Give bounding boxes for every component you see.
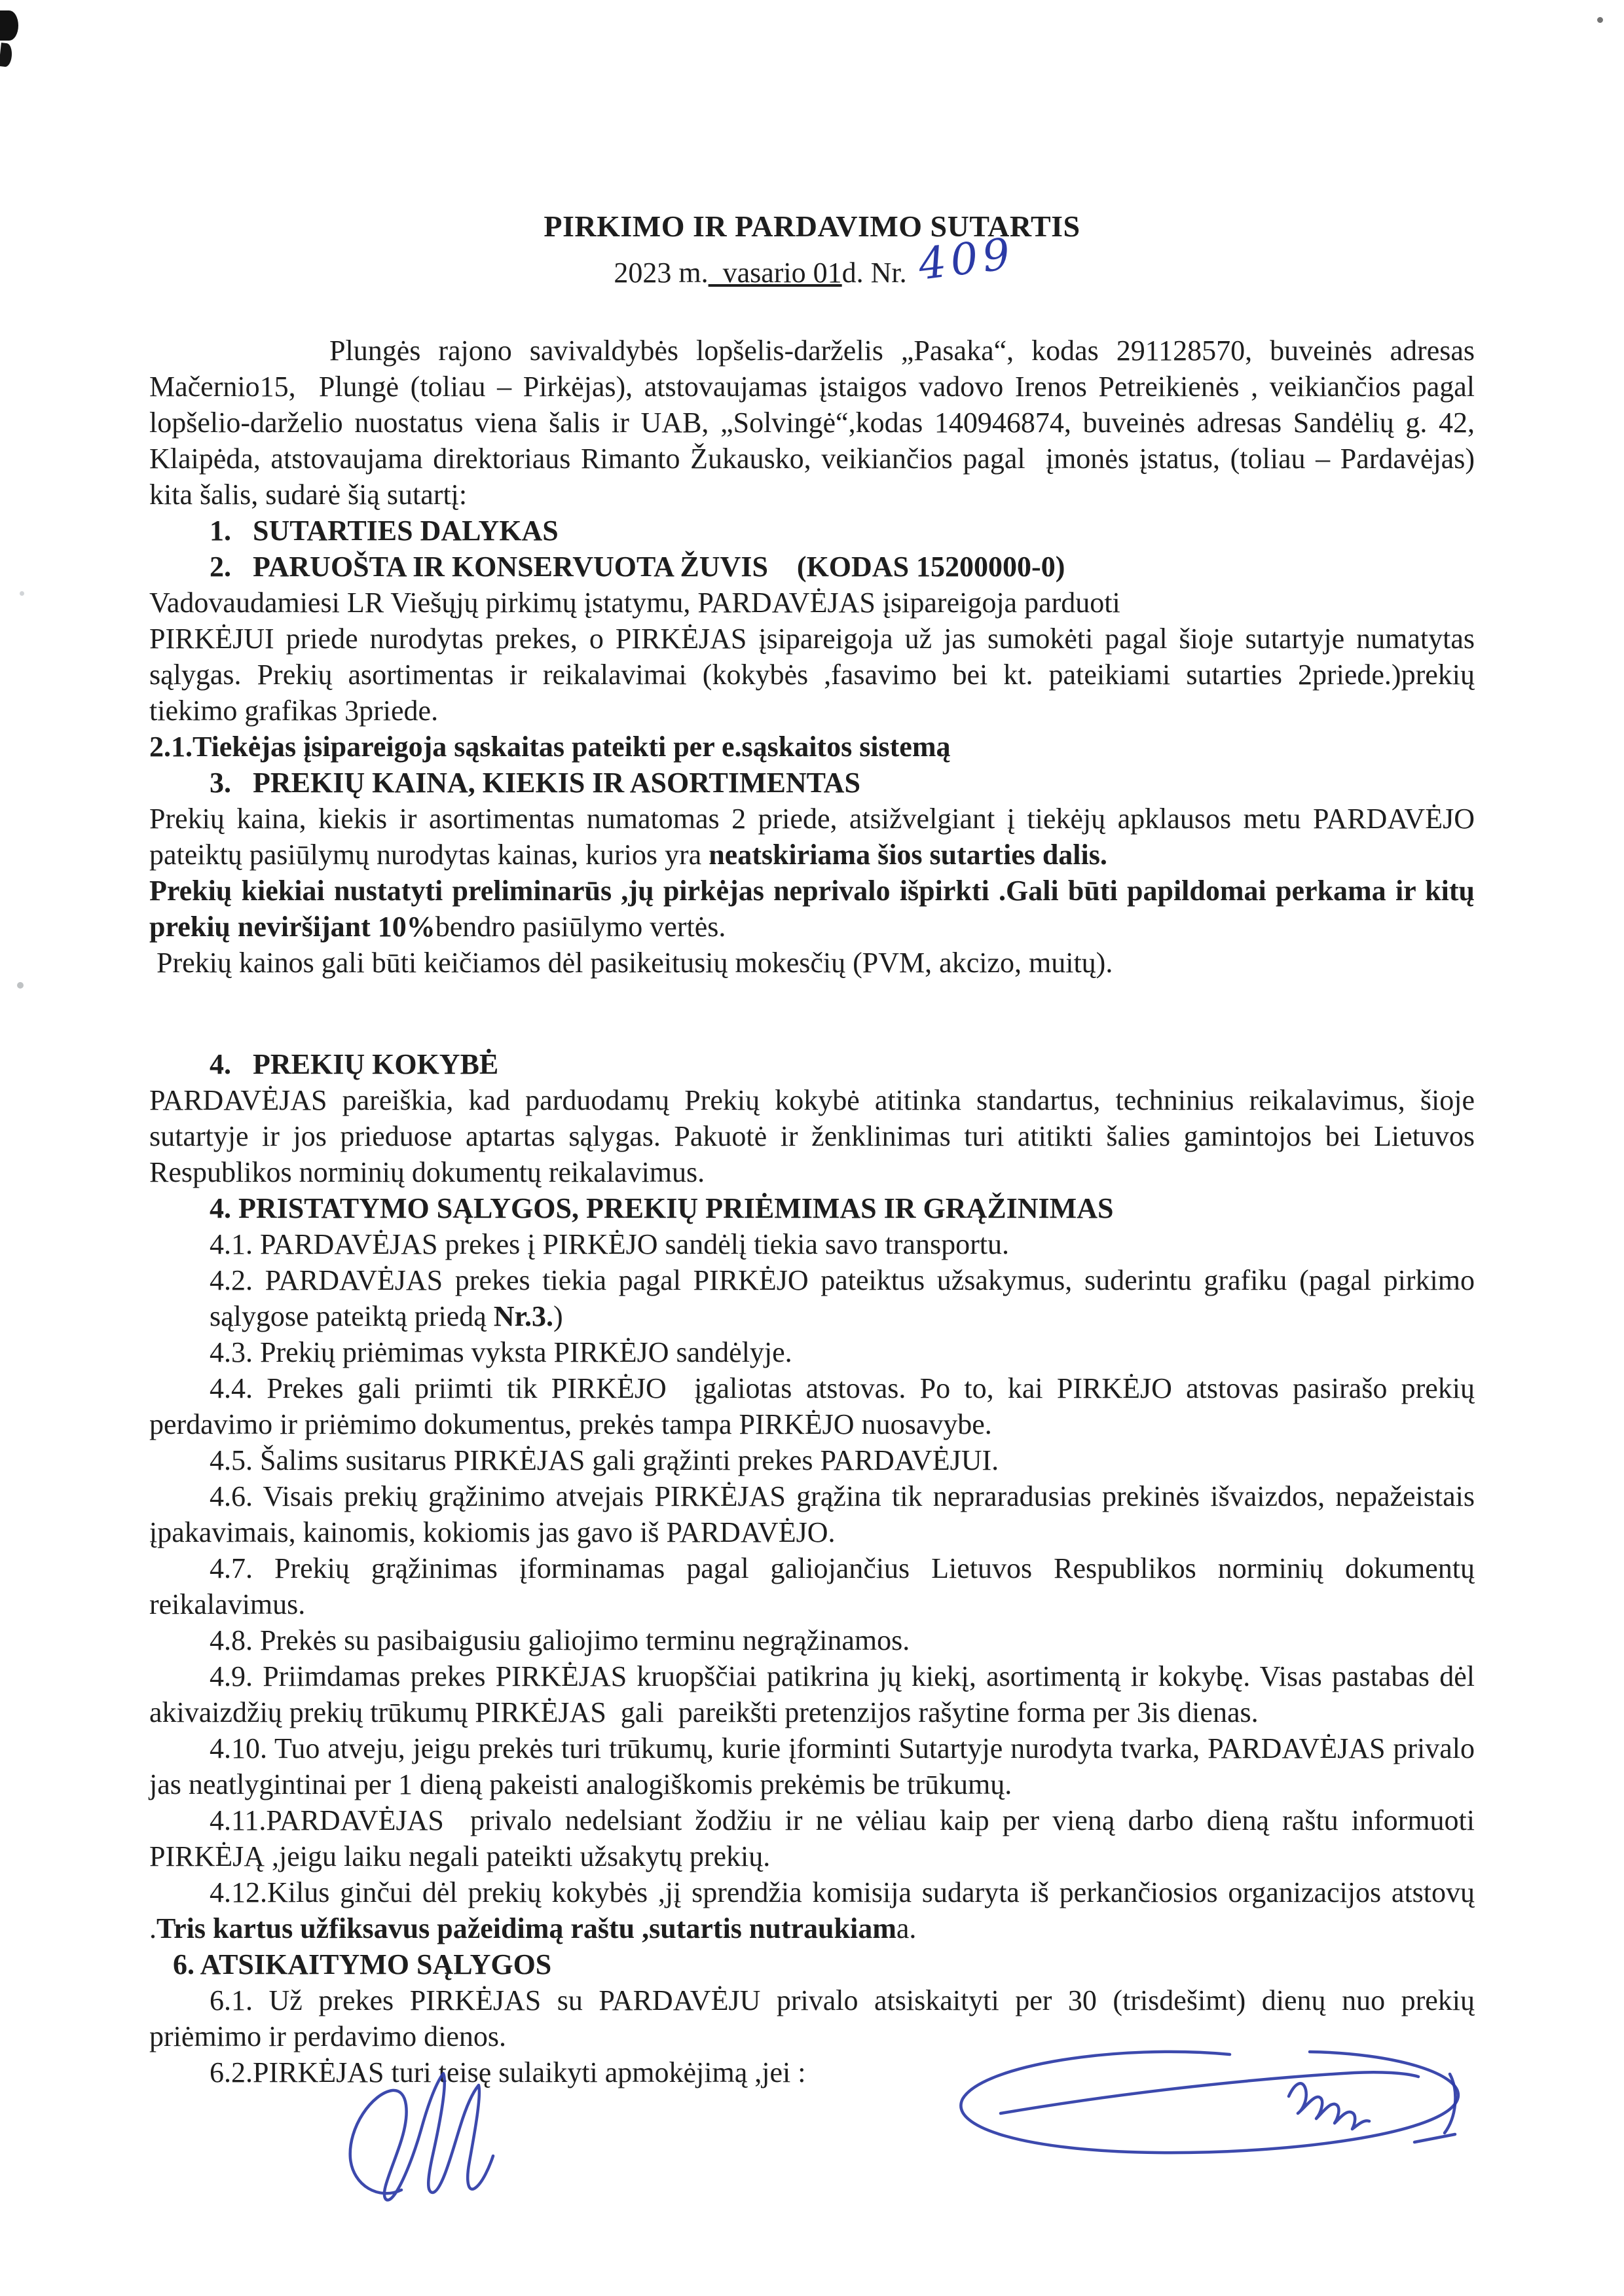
text-segment: Prekių kiekiai nustatyti preliminarūs ,jų pirkėjas neprivalo išpirkti .Gali būti papildomai perkama ir kitų prekių neviršijant 10%: [149, 875, 1475, 943]
clause-4-10: [149, 1730, 1475, 1802]
text-segment: 3. PREKIŲ KAINA, KIEKIS IR ASORTIMENTAS: [210, 767, 860, 799]
paragraph: [149, 1082, 1475, 1190]
clause-4-5: [149, 1442, 1475, 1478]
text-segment: Plungės rajono savivaldybės lopšelis-darželis „Pasaka“, kodas 291128570, buveinės adresas Mačernio15, Plungė (toliau – Pirkėjas), atstovaujamas įstaigos vadovo Irenos Petreikienės , veikiančios pagal lopšelio-darželio nuostatus viena šalis ir UAB, „Solvingė“,kodas 140946874, buveinės adresas Sandėlių g. 42, Klaipėda, atstovaujama direktoriaus Rimanto Žukausko, veikiančios pagal įmonės įstatus, (toliau – Pardavėjas) kita šalis, sudarė šią sutartį:: [149, 335, 1475, 511]
text-segment: neatskiriama šios sutarties dalis.: [709, 839, 1107, 871]
text-segment: 6.1. Už prekes PIRKĖJAS su PARDAVĖJU privalo atsiskaityti per 30 (trisdešimt) dienų nuo prekių priėmimo ir perdavimo dienos.: [149, 1984, 1475, 2052]
text-segment: 4.12.Kilus ginčui dėl prekių kokybės ,jį sprendžia komisija sudaryta iš perkančiosios organizacijos atstovų .: [149, 1876, 1475, 1944]
text-segment: bendro pasiūlymo vertės.: [435, 911, 726, 943]
text-segment: a.: [896, 1912, 917, 1944]
text-segment: 4.6. Visais prekių grąžinimo atvejais PIRKĖJAS grąžina tik nepraradusias prekinės išvaizdos, nepažeistais įpakavimais, kainomis, kokiomis jas gavo iš PARDAVĖJO.: [149, 1480, 1475, 1548]
intro-paragraph: [149, 333, 1475, 513]
text-segment: 4.3. Prekių priėmimas vyksta PIRKĖJO sandėlyje.: [210, 1336, 792, 1368]
text-segment: 4.1. PARDAVĖJAS prekes į PIRKĖJO sandėlį tiekia savo transportu.: [210, 1228, 1009, 1260]
text-segment: 2. PARUOŠTA IR KONSERVUOTA ŽUVIS (KODAS 15200000-0): [210, 551, 1065, 583]
scan-dot-artifact: [17, 982, 24, 989]
date-line: [149, 228, 1475, 291]
text-segment: ): [553, 1300, 563, 1332]
text-segment: 6. ATSIKAITYMO SĄLYGOS: [173, 1948, 552, 1980]
text-segment: 4. PREKIŲ KOKYBĖ: [210, 1048, 499, 1080]
date-underlined-part: vasario 01: [708, 257, 842, 289]
text-segment: 4.10. Tuo atveju, jeigu prekės turi trūkumų, kurie įforminti Sutartyje nurodyta tvarka, PARDAVĖJAS privalo jas neatlygintinai per 1 dieną pakeisti analogiškomis prekėmis be trūkumų.: [149, 1732, 1475, 1800]
date-suffix: d. Nr.: [841, 257, 914, 289]
section-heading-6: [173, 1946, 1475, 1982]
clause-4-2: [210, 1262, 1475, 1334]
clause-4-6: [149, 1478, 1475, 1550]
scan-smudge-artifact: [0, 43, 13, 67]
clause-4-8: [149, 1622, 1475, 1658]
clause-4-7: [149, 1550, 1475, 1622]
clause-4-1: [149, 1226, 1475, 1262]
left-handwritten-signature: [324, 2052, 521, 2223]
clause-2-1: [149, 729, 1475, 765]
text-segment: Vadovaudamiesi LR Viešųjų pirkimų įstatymu, PARDAVĖJAS įsipareigoja parduoti: [149, 587, 1120, 619]
text-segment: 4.9. Priimdamas prekes PIRKĖJAS kruopščiai patikrina jų kiekį, asortimentą ir kokybę. Visas pastabas dėl akivaizdžių prekių trūkumų PIRKĖJAS gali pareikšti pretenzijos rašytine forma per 3is dienas.: [149, 1660, 1475, 1728]
text-segment: PIRKĖJUI priede nurodytas prekes, o PIRKĖJAS įsipareigoja už jas sumokėti pagal šioje sutartyje numatytas sąlygas. Prekių asortimentas ir reikalavimai (kokybės ,fasavimo bei kt. pateikiami sutarties 2priede.)prekių tiekimo grafikas 3priede.: [149, 623, 1475, 727]
section-heading-4-quality: [210, 1046, 1475, 1082]
text-segment: Prekių kaina, kiekis ir asortimentas numatomas 2 priede, atsižvelgiant į tiekėjų apklausos metu PARDAVĖJO pateiktų pasiūlymų nurodytas kainas, kurios yra: [149, 803, 1475, 871]
text-segment: Tris kartus užfiksavus pažeidimą raštu ,sutartis nutraukiam: [157, 1912, 896, 1944]
text-segment: 6.2.PIRKĖJAS turi teisę sulaikyti apmokėjimą ,jei :: [210, 2056, 806, 2088]
scan-smudge-artifact: [0, 10, 18, 41]
paragraph: [149, 801, 1475, 873]
text-segment: Nr.3.: [493, 1300, 553, 1332]
text-segment: Prekių kainos gali būti keičiamos dėl pasikeitusių mokesčių (PVM, akcizo, muitų).: [149, 947, 1113, 979]
right-handwritten-signature-with-oval: [922, 2036, 1498, 2180]
text-segment: 4.4. Prekes gali priimti tik PIRKĖJO įgaliotas atstovas. Po to, kai PIRKĖJO atstovas pasirašo prekių perdavimo ir priėmimo dokumentus, prekės tampa PIRKĖJO nuosavybe.: [149, 1372, 1475, 1440]
text-segment: PARDAVĖJAS pareiškia, kad parduodamų Prekių kokybė atitinka standartus, techninius reikalavimus, šioje sutartyje ir jos prieduose aptartas sąlygas. Pakuotė ir ženklinimas turi atitikti šalies gamintojos bei Lietuvos Respublikos norminių dokumentų reikalavimus.: [149, 1084, 1475, 1188]
date-prefix: 2023 m.: [614, 257, 709, 289]
document-body: [149, 333, 1475, 2090]
section-heading-3: [210, 765, 1475, 801]
paragraph: [149, 945, 1475, 981]
text-segment: 4.7. Prekių grąžinimas įforminamas pagal galiojančius Lietuvos Respublikos norminių dokumentų reikalavimus.: [149, 1552, 1475, 1620]
text-segment: 4.11.PARDAVĖJAS privalo nedelsiant žodžiu ir ne vėliau kaip per vieną darbo dieną raštu informuoti PIRKĖJĄ ,jeigu laiku negali pateikti užsakytų prekių.: [149, 1804, 1475, 1872]
document-title: PIRKIMO IR PARDAVIMO SUTARTIS: [544, 210, 1080, 243]
clause-4-3: [149, 1334, 1475, 1370]
section-heading-1: [210, 513, 1475, 549]
clause-4-9: [149, 1658, 1475, 1730]
text-segment: 2.1.Tiekėjas įsipareigoja sąskaitas pateikti per e.sąskaitos sistemą: [149, 731, 951, 763]
paragraph: [149, 585, 1475, 621]
scan-dot-artifact: [1597, 17, 1603, 23]
text-segment: 4.8. Prekės su pasibaigusiu galiojimo terminu negrąžinamos.: [210, 1624, 910, 1656]
text-segment: 4.2. PARDAVĖJAS prekes tiekia pagal PIRKĖJO pateiktus užsakymus, suderintu grafiku (pagal pirkimo sąlygose pateiktą priedą: [210, 1264, 1475, 1332]
handwritten-contract-number: 409: [915, 228, 1018, 290]
paragraph: [149, 621, 1475, 729]
section-heading-4-delivery: [210, 1190, 1475, 1226]
scan-dot-artifact: [20, 591, 24, 596]
text-segment: 4. PRISTATYMO SĄLYGOS, PREKIŲ PRIĖMIMAS IR GRĄŽINIMAS: [210, 1192, 1114, 1224]
paragraph: [149, 873, 1475, 945]
clause-4-4: [149, 1370, 1475, 1442]
text-segment: 4.5. Šalims susitarus PIRKĖJAS gali grąžinti prekes PARDAVĖJUI.: [210, 1444, 999, 1476]
section-heading-2: [210, 549, 1475, 585]
text-segment: 1. SUTARTIES DALYKAS: [210, 515, 559, 547]
clause-4-11: [149, 1802, 1475, 1874]
clause-4-12: [149, 1874, 1475, 1946]
